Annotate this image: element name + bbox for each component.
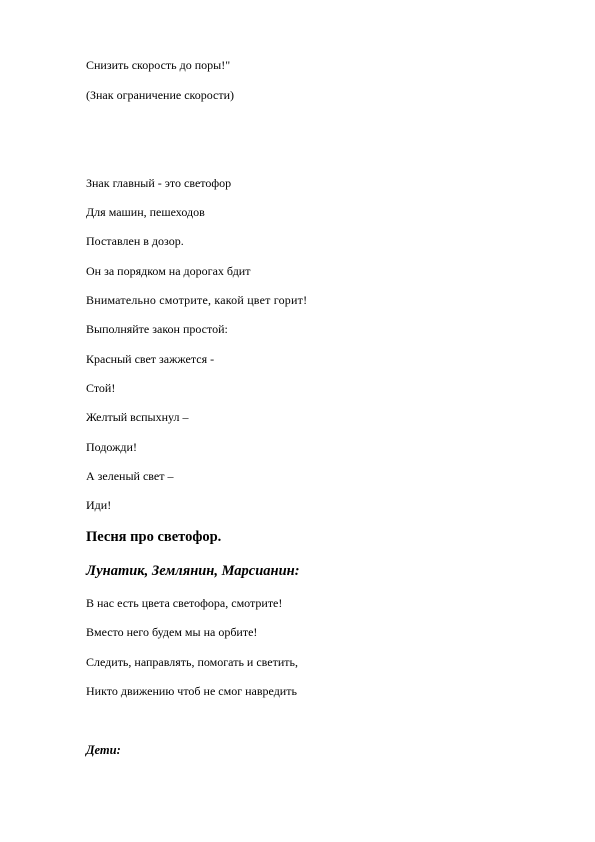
poem-line: Он за порядком на дорогах бдит [86,264,251,278]
poem-line: А зеленый свет – [86,469,174,483]
song-line: Никто движению чтоб не смог навредить [86,684,297,698]
poem-line: Для машин, пешеходов [86,205,205,219]
poem-line: Желтый вспыхнул – [86,410,189,424]
poem-line: Знак главный - это светофор [86,176,232,190]
song-title: Песня про светофор. [86,529,222,545]
intro-line-1: Снизить скорость до поры!" [86,58,231,72]
intro-line-2: (Знак ограничение скорости) [86,88,235,102]
children-label: Дети: [86,743,121,757]
poem-line: Поставлен в дозор. [86,234,184,248]
song-line: В нас есть цвета светофора, смотрите! [86,596,283,610]
poem-line: Красный свет зажжется - [86,352,215,366]
song-line: Следить, направлять, помогать и светить, [86,655,298,669]
poem-line: Иди! [86,498,112,512]
poem-line: Подожди! [86,440,137,454]
poem-line: Выполняйте закон простой: [86,322,228,336]
poem-line: Стой! [86,381,116,395]
song-line: Вместо него будем мы на орбите! [86,625,258,639]
poem-line: Внимательно смотрите, какой цвет горит! [86,293,308,307]
speakers-label: Лунатик, Землянин, Марсианин: [86,563,300,579]
